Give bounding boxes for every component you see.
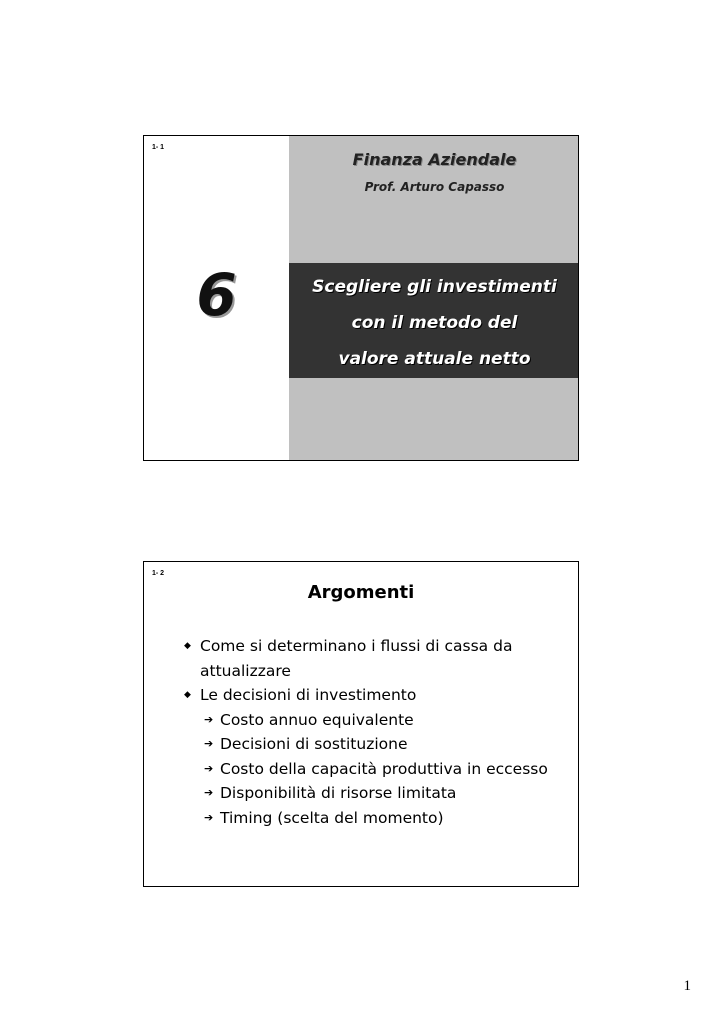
arrow-right-icon: ➔ — [204, 786, 214, 799]
slide-heading: Argomenti — [307, 582, 415, 603]
sub-list-item — [184, 781, 564, 806]
professor-name: Prof. Arturo Capasso — [364, 180, 505, 194]
sub-list-item-text: Decisioni di sostituzione — [220, 735, 408, 753]
slide-title-line: valore attuale netto — [338, 349, 531, 369]
title-panel — [289, 136, 579, 460]
slide-number: 1- 2 — [152, 570, 165, 577]
slide-number: 1- 1 — [152, 144, 165, 151]
slide-title-line: Scegliere gli investimenti — [312, 277, 557, 297]
arrow-right-icon: ➔ — [204, 712, 214, 726]
list-item-text: attualizzare — [200, 661, 291, 680]
diamond-icon: ◆ — [184, 641, 191, 651]
slide-1 — [143, 135, 579, 461]
list-item — [184, 683, 564, 708]
diamond-icon: ◆ — [184, 690, 191, 700]
page-number: 1 — [683, 978, 691, 994]
sub-list-item — [184, 732, 564, 757]
slide-2 — [143, 561, 579, 887]
title-band — [289, 263, 579, 378]
list-item-text: Come si determinano i flussi di cassa da — [200, 637, 513, 655]
arrow-right-icon: ➔ — [204, 737, 214, 750]
sub-list-item — [184, 757, 564, 782]
bullet-list — [184, 634, 564, 830]
sub-list-item — [184, 806, 564, 831]
sub-list-item — [184, 708, 564, 733]
course-title: Finanza Aziendale — [352, 150, 517, 169]
slide-title-line: con il metodo del — [351, 313, 518, 333]
chapter-number: 6 — [196, 261, 237, 329]
sub-list-item-text: Costo annuo equivalente — [220, 710, 414, 729]
sub-list-item-text: Timing (scelta del momento) — [220, 808, 444, 827]
sub-list-item-text: Disponibilità di risorse limitata — [220, 784, 457, 802]
arrow-right-icon: ➔ — [204, 810, 214, 824]
list-item-text: Le decisioni di investimento — [200, 686, 417, 704]
list-item — [184, 634, 564, 683]
sub-list-item-text: Costo della capacità produttiva in eccesso — [220, 759, 548, 778]
arrow-right-icon: ➔ — [204, 761, 214, 775]
